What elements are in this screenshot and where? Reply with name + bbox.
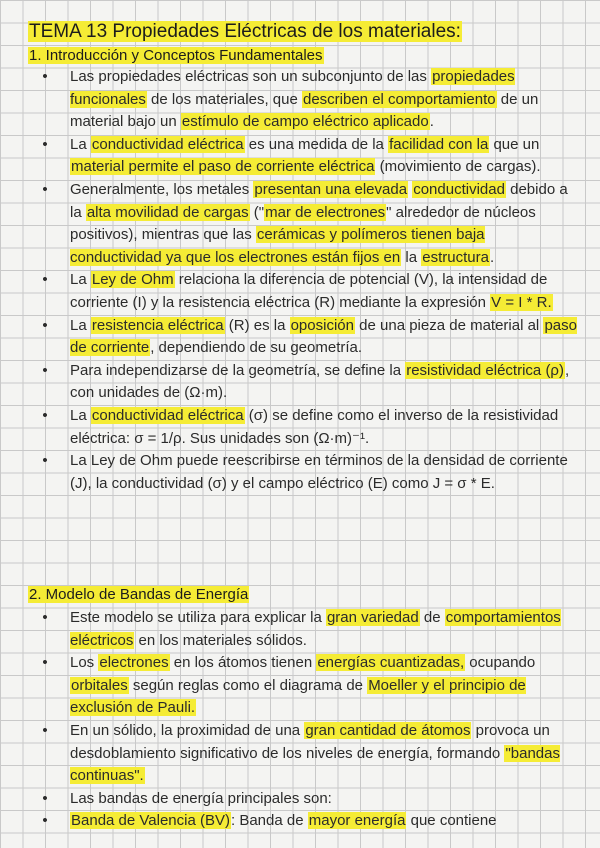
bullet-item [0,810,600,833]
text-segment: (" [249,203,265,221]
bullet-item [0,360,600,405]
text-segment: según reglas como el diagrama de [128,676,368,694]
highlighted-text: mar de electrones [265,203,386,221]
text-segment: La [70,316,91,334]
highlighted-text: orbitales [71,676,128,694]
bullet-item [0,788,600,811]
highlighted-text: Ley de Ohm [91,271,174,289]
highlighted-text: "bandas continuas". [70,744,560,785]
text-segment: La [70,406,91,424]
text-segment: es una medida de la [244,135,389,153]
text-segment: ocupando [465,654,536,672]
text-segment: (movimiento de cargas). [375,158,541,176]
highlighted-text: gran cantidad de átomos [305,721,471,739]
text-segment: (R) es la [224,316,290,334]
highlighted-text: describen el comportamiento [302,90,496,108]
bullet-item [0,134,600,179]
highlighted-text: estructura [422,248,489,266]
section-2-list [0,607,600,833]
highlighted-text: facilidad con la [389,135,489,153]
highlighted-text: estímulo de campo eléctrico aplicado [181,113,429,131]
text-segment: la [401,248,422,266]
text-segment: En un sólido, la proximidad de una [70,721,305,739]
bullet-icon: • [42,609,48,626]
text-segment: en los átomos tienen [169,654,317,672]
section-1-heading: 1. Introducción y Conceptos Fundamentales [29,47,323,64]
text-segment: de [419,609,445,626]
highlighted-text: presentan una elevada [254,180,408,198]
highlighted-text: propiedades funcionales [70,68,515,108]
bullet-icon: • [42,271,48,289]
text-segment: (σ) se define como el inverso de la resistividad eléctrica: σ = 1/ρ. Sus unidades son (Ω·m)⁻¹. [70,406,559,447]
bullet-icon: • [42,406,48,424]
page-title: TEMA 13 Propiedades Eléctricas de los materiales: [29,21,461,42]
text-segment: Las propiedades eléctricas son un subconjunto de las [70,68,432,85]
text-segment: , dependiendo de su geometría. [150,339,363,357]
highlighted-text: resistividad eléctrica (ρ) [406,361,564,379]
bullet-icon: • [42,721,48,739]
text-segment: de un material bajo un [70,90,539,131]
bullet-item [0,607,600,652]
highlighted-text: gran variedad [326,609,419,626]
highlighted-text: oposición [290,316,354,334]
text-segment: Las bandas de energía principales son: [70,789,332,807]
bullet-item [0,652,600,720]
bullet-item [0,269,600,314]
text-segment: de los materiales, que [146,90,302,108]
bullet-item [0,450,600,495]
highlighted-text: resistencia eléctrica [91,316,224,334]
bullet-icon: • [42,452,48,470]
text-segment: de una pieza de material al [354,316,544,334]
highlighted-text: alta movilidad de cargas [86,203,249,221]
highlighted-text: mayor energía [308,812,406,830]
highlighted-text: Banda de Valencia (BV) [71,812,230,830]
bullet-icon: • [42,789,48,807]
text-segment: Este modelo se utiliza para explicar la [70,609,326,626]
highlighted-text: paso de corriente [70,316,577,357]
highlighted-text: V = I * R. [491,293,552,311]
text-segment: , con unidades de (Ω·m). [70,361,570,402]
text-segment: . [429,113,434,131]
highlighted-text: comportamientos eléctricos [70,609,561,649]
highlighted-text: energías cuantizadas, [317,654,465,672]
highlighted-text: conductividad [413,180,505,198]
bullet-item [0,405,600,450]
text-segment: relaciona la diferencia de potencial (V), la intensidad de corriente (I) y la resistencia eléctrica (R) mediante la expresión [70,271,548,311]
highlighted-text: material permite el paso de corriente eléctrica [71,158,375,176]
section-2-heading: 2. Modelo de Bandas de Energía [29,586,249,603]
bullet-icon: • [42,654,48,672]
bullet-item [0,315,600,360]
bullet-item [0,720,600,788]
bullet-icon: • [42,812,48,830]
highlighted-text: conductividad eléctrica [91,406,244,424]
bullet-icon: • [42,316,48,334]
text-segment: provoca un desdoblamiento significativo de los niveles de energía, formando [70,721,550,762]
text-segment: Para independizarse de la geometría, se define la [70,361,406,379]
text-segment: La [70,135,91,153]
bullet-icon: • [42,135,48,153]
bullet-item [0,179,600,269]
highlighted-text: conductividad eléctrica [91,135,244,153]
bullet-icon: • [42,361,48,379]
text-segment: " alrededor de núcleos positivos), mientras que las [70,203,536,244]
text-segment: Los [70,654,99,672]
text-segment: . [489,248,495,266]
bullet-icon: • [42,68,48,85]
text-segment: que contiene [406,812,497,830]
highlighted-text: cerámicas y polímeros tienen baja conductividad ya que los electrones están fijos en [70,226,485,266]
highlighted-text: electrones [99,654,169,672]
text-segment: La [70,271,91,289]
text-segment: debido a la [70,180,568,221]
section-1-list [0,66,600,495]
text-segment: La Ley de Ohm puede reescribirse en términos de la densidad de corriente (J), la conductividad (σ) y el campo eléctrico (E) como J = σ * E. [70,452,568,492]
text-segment: que un [489,135,540,153]
text-segment: : Banda de [231,812,308,830]
bullet-item [0,66,600,134]
text-segment: Generalmente, los metales [70,180,254,198]
text-segment: en los materiales sólidos. [134,631,307,649]
highlighted-text: Moeller y el principio de exclusión de Pauli. [70,676,526,717]
bullet-icon: • [42,180,48,198]
